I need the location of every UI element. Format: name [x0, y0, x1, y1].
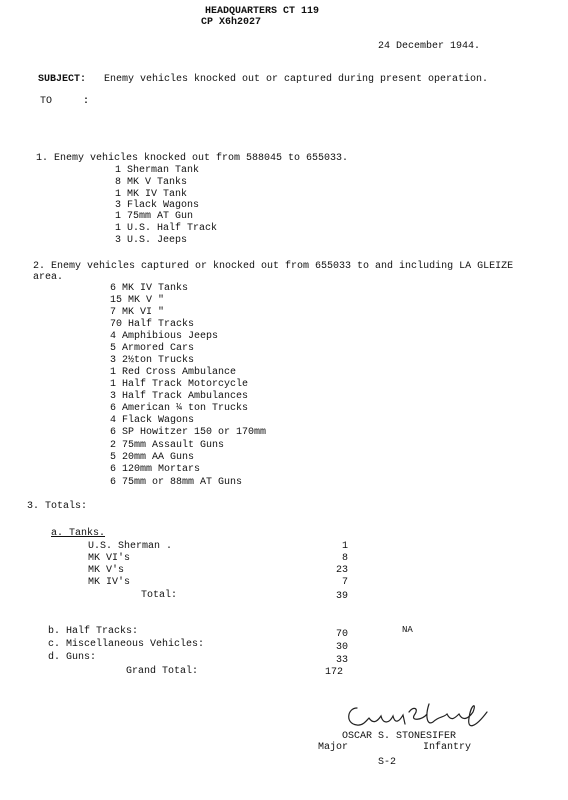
guns-value: 33: [335, 655, 348, 666]
section-2-item: 7 MK VI ": [110, 307, 165, 318]
handwritten-signature: [343, 698, 503, 732]
half-tracks-label: b. Half Tracks:: [48, 626, 139, 637]
section-1-item: 8 MK V Tanks: [115, 177, 188, 188]
section-1-item: 1 U.S. Half Track: [115, 223, 218, 234]
section-1-item: 3 U.S. Jeeps: [115, 235, 188, 246]
section-2-item: 6 SP Howitzer 150 or 170mm: [110, 427, 267, 438]
section-2-item: 6 120mm Mortars: [110, 464, 201, 475]
to-value: :: [83, 96, 90, 107]
section-3-heading: 3. Totals:: [27, 501, 88, 512]
section-2-item: 4 Amphibious Jeeps: [110, 331, 219, 342]
tanks-total-value: 39: [335, 591, 348, 602]
section-1-item: 1 Sherman Tank: [115, 165, 200, 176]
section-2-item: 6 American ¼ ton Trucks: [110, 403, 249, 414]
section-1-item: 1 MK IV Tank: [115, 189, 188, 200]
misc-vehicles-value: 30: [335, 642, 348, 653]
section-2-item: 6 75mm or 88mm AT Guns: [110, 477, 243, 488]
section-2-item: 6 MK IV Tanks: [110, 283, 189, 294]
tank-row-value: 1: [341, 541, 348, 552]
section-2-item: 3 2½ton Trucks: [110, 355, 195, 366]
signer-rank: Major: [318, 742, 349, 753]
section-2-item: 15 MK V ": [110, 295, 165, 306]
tank-row-value: 8: [341, 553, 348, 564]
tank-row-value: 7: [341, 577, 348, 588]
grand-total-value: 172: [324, 667, 343, 678]
header-line-2: CP X6h2027: [201, 17, 262, 28]
margin-mark: NA: [402, 625, 413, 635]
tank-row-value: 23: [335, 565, 348, 576]
signer-name: OSCAR S. STONESIFER: [342, 731, 457, 742]
tanks-label: a. Tanks.: [51, 528, 106, 539]
section-1-item: 1 75mm AT Gun: [115, 211, 194, 222]
section-2-item: 1 Half Track Motorcycle: [110, 379, 249, 390]
section-2-heading-cont: area.: [33, 272, 64, 283]
subject-label: SUBJECT:: [38, 74, 87, 85]
section-2-item: 4 Flack Wagons: [110, 415, 195, 426]
tank-row-label: MK VI's: [88, 553, 131, 564]
section-2-item: 5 20mm AA Guns: [110, 452, 195, 463]
tank-row-label: MK V's: [88, 565, 125, 576]
section-2-item: 70 Half Tracks: [110, 319, 195, 330]
tank-row-label: MK IV's: [88, 577, 131, 588]
section-2-item: 5 Armored Cars: [110, 343, 195, 354]
section-2-heading: 2. Enemy vehicles captured or knocked out from 655033 to and including LA GLEIZE: [33, 261, 514, 272]
signer-office: S-2: [378, 757, 397, 768]
subject-text: Enemy vehicles knocked out or captured during present operation.: [104, 74, 489, 85]
header-line-1: HEADQUARTERS CT 119: [205, 6, 320, 17]
signer-branch: Infantry: [423, 742, 472, 753]
tanks-total-label: Total:: [141, 590, 178, 601]
section-2-item: 1 Red Cross Ambulance: [110, 367, 237, 378]
half-tracks-value: 70: [335, 629, 348, 640]
section-2-item: 2 75mm Assault Guns: [110, 440, 225, 451]
section-2-item: 3 Half Track Ambulances: [110, 391, 249, 402]
guns-label: d. Guns:: [48, 652, 97, 663]
grand-total-label: Grand Total:: [126, 666, 199, 677]
document-date: 24 December 1944.: [378, 41, 481, 52]
section-1-item: 3 Flack Wagons: [115, 200, 200, 211]
misc-vehicles-label: c. Miscellaneous Vehicles:: [48, 639, 205, 650]
tank-row-label: U.S. Sherman .: [88, 541, 173, 552]
to-label: TO: [40, 96, 53, 107]
section-1-heading: 1. Enemy vehicles knocked out from 588045 to 655033.: [36, 153, 349, 164]
